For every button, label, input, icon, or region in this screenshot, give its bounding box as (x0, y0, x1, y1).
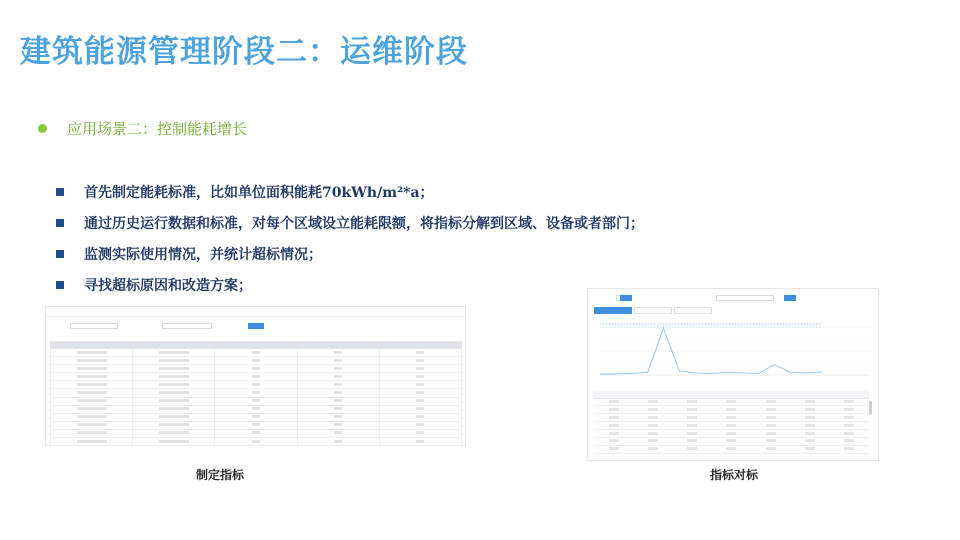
table-cell (215, 381, 297, 389)
table-cell (379, 389, 461, 397)
table-cell (790, 398, 829, 406)
indicator-setting-screenshot (45, 306, 466, 446)
table-cell (51, 413, 133, 421)
table-cell (215, 438, 297, 446)
table-cell (297, 405, 379, 413)
table-cell (133, 381, 215, 389)
scenario-text: 应用场景二：控制能耗增长 (67, 120, 248, 138)
table-row (51, 373, 462, 381)
table-cell (51, 429, 133, 437)
table-cell (712, 398, 751, 406)
table-cell (297, 397, 379, 405)
table-cell (633, 445, 672, 453)
table-cell (51, 357, 133, 365)
table-row (594, 414, 869, 422)
table-cell (790, 430, 829, 438)
table-cell (751, 437, 790, 445)
query-button (248, 323, 264, 329)
square-bullet-icon (56, 188, 64, 196)
table-cell (751, 406, 790, 414)
table-cell (379, 365, 461, 373)
table-cell (215, 421, 297, 429)
table-cell (751, 422, 790, 430)
table-cell (215, 389, 297, 397)
bullet-text: 通过历史运行数据和标准，对每个区域设立能耗限额，将指标分解到区域、设备或者部门； (84, 215, 644, 232)
table-cell (133, 373, 215, 381)
table-cell (379, 429, 461, 437)
table-cell (379, 438, 461, 446)
column-header (830, 391, 869, 398)
table-row (51, 438, 462, 446)
filter-bar (46, 321, 465, 331)
table-cell (594, 445, 633, 453)
table-cell (379, 357, 461, 365)
table-cell (790, 406, 829, 414)
filter-select (162, 323, 212, 329)
table-cell (133, 421, 215, 429)
table-cell (673, 406, 712, 414)
filter-bar (588, 293, 878, 303)
table-cell (594, 414, 633, 422)
table-cell (673, 430, 712, 438)
table-cell (633, 414, 672, 422)
bullet-text: 监测实际使用情况，并统计超标情况； (84, 246, 322, 263)
right-caption: 指标对标 (710, 468, 759, 482)
table-cell (751, 414, 790, 422)
table-cell (215, 365, 297, 373)
table-cell (215, 413, 297, 421)
table-cell (712, 430, 751, 438)
table-row (594, 437, 869, 445)
column-header (751, 391, 790, 398)
table-cell (830, 445, 869, 453)
table-row (594, 406, 869, 414)
bullet-item (56, 176, 644, 207)
table-cell (133, 365, 215, 373)
column-header (790, 391, 829, 398)
column-header (215, 342, 297, 349)
scrollbar (869, 401, 872, 415)
table-cell (594, 422, 633, 430)
scenario-heading (38, 118, 247, 139)
filter-chip-active (620, 295, 632, 301)
table-cell (673, 414, 712, 422)
table-cell (133, 397, 215, 405)
table-row (51, 365, 462, 373)
table-cell (712, 437, 751, 445)
table-cell (751, 430, 790, 438)
table-cell (297, 438, 379, 446)
table-cell (297, 421, 379, 429)
square-bullet-icon (56, 219, 64, 227)
table-cell (673, 398, 712, 406)
tab (634, 307, 672, 314)
table-cell (379, 373, 461, 381)
table-cell (673, 445, 712, 453)
table-cell (297, 349, 379, 357)
table-cell (790, 414, 829, 422)
table-cell (215, 349, 297, 357)
table-row (594, 398, 869, 406)
bullet-item (56, 238, 644, 269)
table-cell (133, 429, 215, 437)
table-cell (594, 437, 633, 445)
table-cell (673, 422, 712, 430)
table-row (51, 421, 462, 429)
date-range-input (716, 295, 774, 301)
table-cell (830, 430, 869, 438)
table-cell (790, 422, 829, 430)
column-header (673, 391, 712, 398)
table-cell (790, 445, 829, 453)
table-row (51, 389, 462, 397)
table-row (51, 381, 462, 389)
table-header-row (594, 391, 869, 398)
table-cell (297, 365, 379, 373)
column-header (712, 391, 751, 398)
bullet-item (56, 269, 644, 300)
table-cell (133, 357, 215, 365)
left-caption: 制定指标 (196, 468, 245, 482)
table-cell (379, 405, 461, 413)
table-cell (297, 389, 379, 397)
table-cell (297, 357, 379, 365)
square-bullet-icon (56, 281, 64, 289)
table-cell (379, 413, 461, 421)
table-cell (51, 438, 133, 446)
tab (674, 307, 712, 314)
table-cell (830, 398, 869, 406)
bullet-item (56, 207, 644, 238)
indicator-table (50, 341, 462, 446)
table-cell (133, 438, 215, 446)
table-cell (379, 397, 461, 405)
table-cell (215, 429, 297, 437)
view-tabs (594, 307, 714, 314)
bullet-list (56, 176, 644, 300)
square-bullet-icon (56, 250, 64, 258)
table-cell (51, 397, 133, 405)
column-header (133, 342, 215, 349)
table-cell (297, 373, 379, 381)
column-header (379, 342, 461, 349)
bullet-text: 首先制定能耗标准，比如单位面积能耗70kWh/m²*a； (84, 184, 434, 201)
table-row (51, 405, 462, 413)
tab (594, 307, 632, 314)
table-cell (297, 429, 379, 437)
table-cell (633, 430, 672, 438)
table-cell (594, 430, 633, 438)
trend-chart (592, 315, 874, 387)
table-cell (51, 405, 133, 413)
table-cell (133, 413, 215, 421)
column-header (594, 391, 633, 398)
table-cell (379, 349, 461, 357)
table-row (594, 430, 869, 438)
chart-gridlines (600, 327, 870, 375)
table-cell (712, 422, 751, 430)
table-cell (830, 422, 869, 430)
benchmark-table (594, 391, 869, 454)
table-cell (633, 398, 672, 406)
table-cell (790, 437, 829, 445)
table-cell (633, 422, 672, 430)
table-cell (830, 406, 869, 414)
table-cell (215, 397, 297, 405)
query-button (784, 295, 796, 301)
table-row (51, 349, 462, 357)
table-cell (379, 421, 461, 429)
table-cell (297, 381, 379, 389)
table-cell (633, 437, 672, 445)
table-cell (673, 437, 712, 445)
table-header-row (51, 342, 462, 349)
table-cell (51, 421, 133, 429)
table-cell (51, 349, 133, 357)
table-row (594, 445, 869, 453)
table-cell (51, 381, 133, 389)
benchmark-screenshot (587, 288, 879, 461)
table-cell (712, 406, 751, 414)
screenshot-header (46, 307, 465, 317)
table-cell (133, 405, 215, 413)
table-cell (51, 373, 133, 381)
table-cell (712, 445, 751, 453)
table-cell (297, 413, 379, 421)
table-cell (830, 414, 869, 422)
table-cell (751, 398, 790, 406)
column-header (633, 391, 672, 398)
table-row (51, 413, 462, 421)
bullet-text: 寻找超标原因和改造方案； (84, 277, 252, 294)
table-cell (215, 405, 297, 413)
column-header (51, 342, 133, 349)
table-cell (133, 349, 215, 357)
table-cell (215, 357, 297, 365)
table-cell (51, 365, 133, 373)
table-cell (830, 437, 869, 445)
table-cell (633, 406, 672, 414)
table-cell (215, 373, 297, 381)
table-row (51, 397, 462, 405)
table-cell (379, 381, 461, 389)
table-cell (594, 406, 633, 414)
table-cell (594, 398, 633, 406)
bullet-dot-icon (38, 124, 47, 133)
table-body (51, 349, 462, 446)
slide-title: 建筑能源管理阶段二：运维阶段 (20, 34, 468, 70)
filter-input (70, 323, 118, 329)
table-body (594, 398, 869, 453)
column-header (297, 342, 379, 349)
table-row (51, 429, 462, 437)
table-row (594, 422, 869, 430)
table-cell (712, 414, 751, 422)
table-cell (133, 389, 215, 397)
table-row (51, 357, 462, 365)
table-cell (751, 445, 790, 453)
table-cell (51, 389, 133, 397)
